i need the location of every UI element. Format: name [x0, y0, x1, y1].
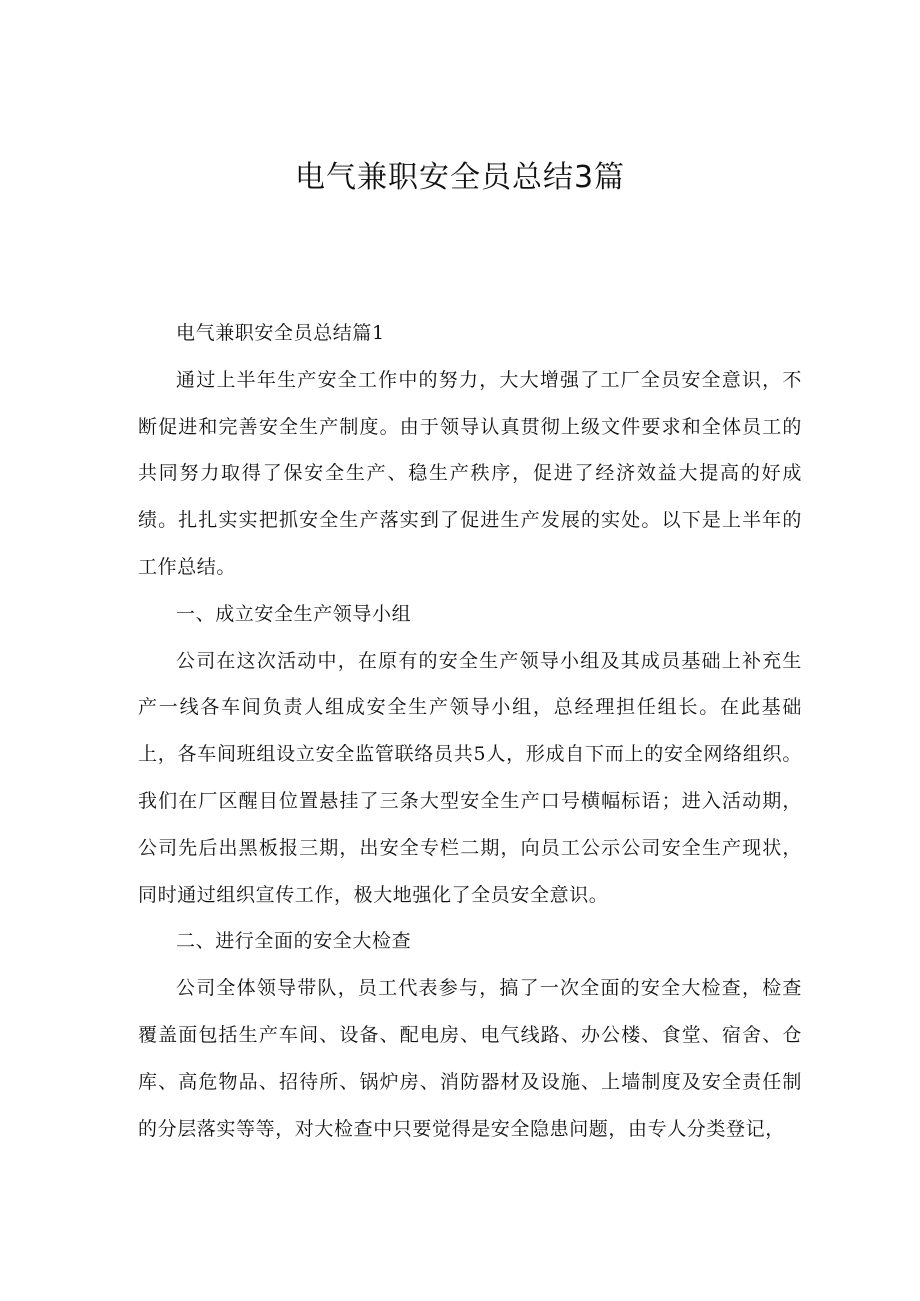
body-paragraph: 通过上半年生产安全工作中的努力，大大增强了工厂全员安全意识，不断促进和完善安全生产制度。由于领导认真贯彻上级文件要求和全体员工的共同努力取得了保安全生产、稳生产秩序，促进了经济效益大提高的好成绩。扎扎实实把抓安全生产落实到了促进生产发展的实处。以下是上半年的工作总结。 [138, 368, 802, 578]
section-heading: 电气兼职安全员总结篇1 [176, 322, 385, 344]
document-body [138, 310, 802, 1152]
section-heading: 一、成立安全生产领导小组 [176, 602, 412, 625]
section-heading: 二、进行全面的安全大检查 [176, 930, 412, 953]
body-paragraph: 公司全体领导带队，员工代表参与，搞了一次全面的安全大检查，检查覆盖面包括生产车间、设备、配电房、电气线路、办公楼、食堂、宿舍、仓库、高危物品、招待所、锅炉房、消防器材及设施、上墙制度及安全责任制的分层落实等等，对大检查中只要觉得是安全隐患问题，由专人分类登记， [138, 977, 802, 1140]
document-title: 电气兼职安全员总结3篇 [294, 160, 626, 195]
body-paragraph: 公司在这次活动中，在原有的安全生产领导小组及其成员基础上补充生产一线各车间负责人组成安全生产领导小组，总经理担任组长。在此基础上，各车间班组设立安全监管联络员共5人，形成自下而上的安全网络组织。我们在厂区醒目位置悬挂了三条大型安全生产口号横幅标语；进入活动期，公司先后出黑板报三期，出安全专栏二期，向员工公示公司安全生产现状，同时通过组织宣传工作，极大地强化了全员安全意识。 [138, 649, 802, 906]
